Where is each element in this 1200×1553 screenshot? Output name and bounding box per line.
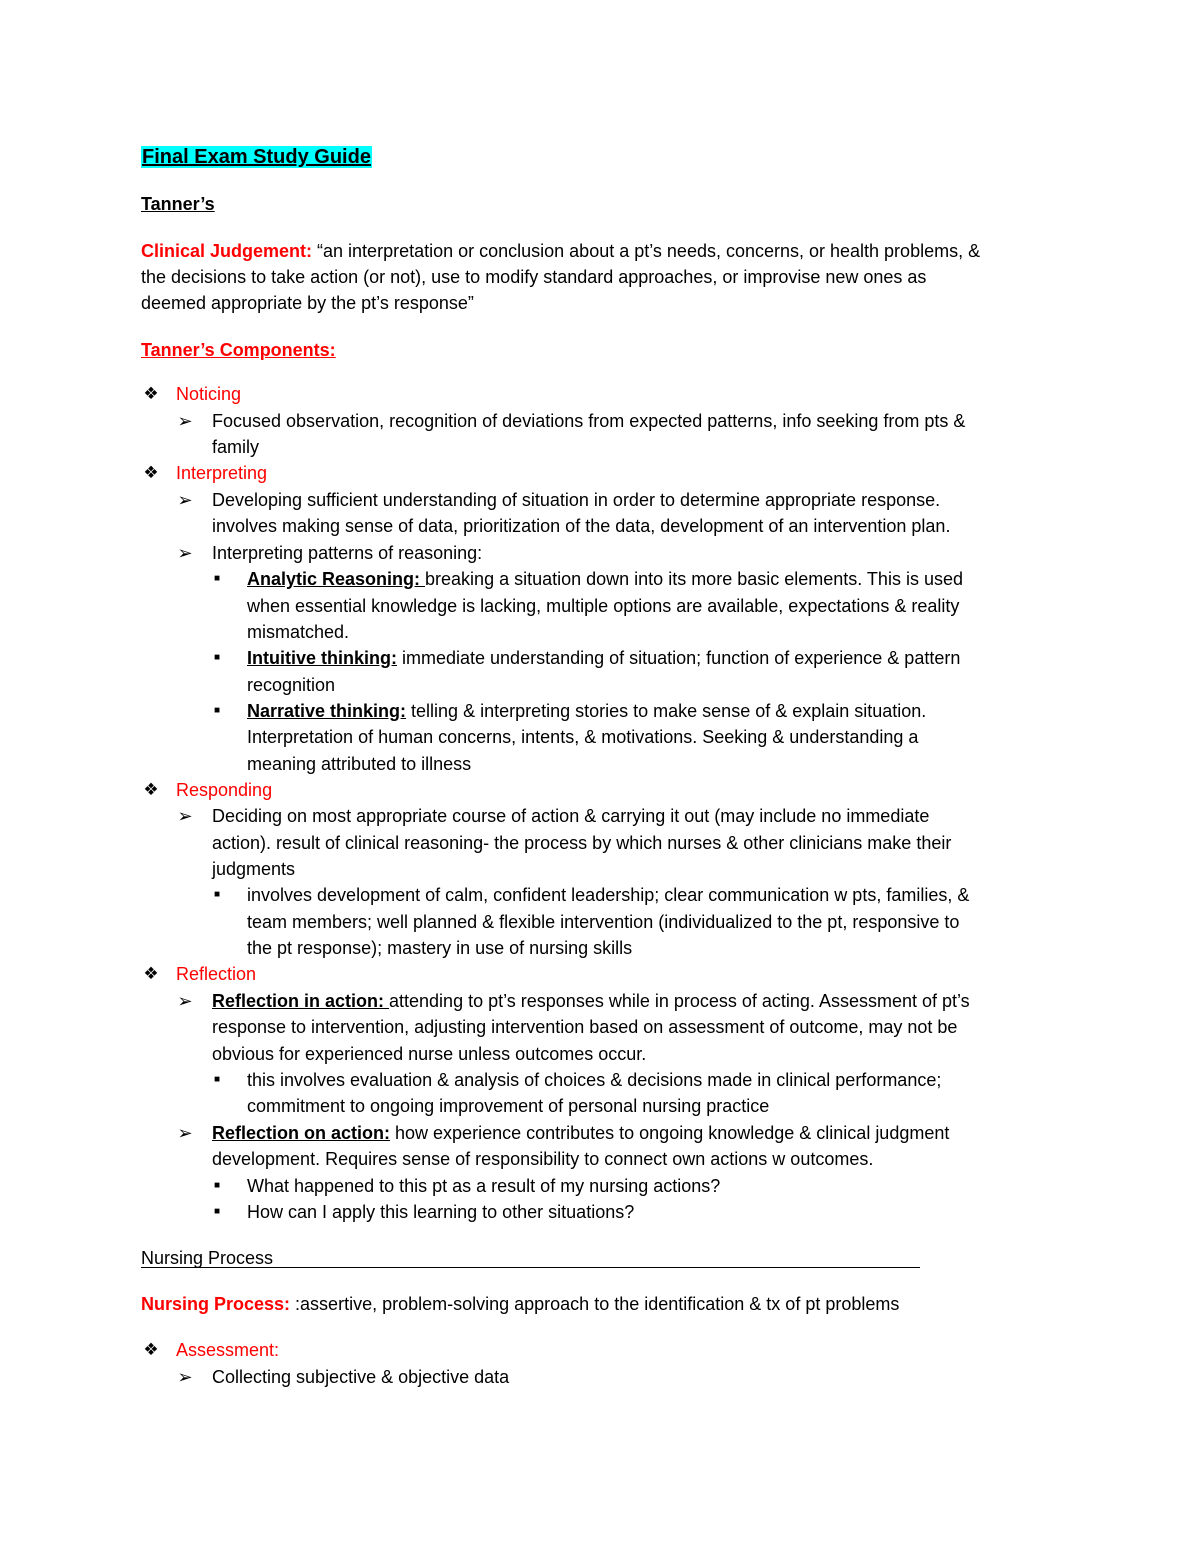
reflection-label: Reflection [176,964,257,984]
narrative-text1: telling & interpreting stories to make sense of & explain situation. [406,701,927,721]
clinical-judgement-line2: the decisions to take action (or not), use to modify standard approaches, or improvise new ones as [141,267,927,287]
arrow-bullet-icon: ➢ [177,490,193,510]
square-bullet-icon: ■ [213,1180,221,1191]
reflection-in-line3: obvious for experienced nurse unless outcomes occur. [212,1044,647,1064]
arrow-bullet-icon: ➢ [177,1367,193,1387]
section-rule [141,1267,920,1268]
reflection-on-line2: development. Requires sense of responsibility to connect own actions w outcomes. [212,1149,874,1169]
interpreting-bullet1-line2: involves making sense of data, prioritization of the data, development of an intervention plan. [212,516,951,536]
analytic-line3: mismatched. [247,622,350,642]
nursing-process-def [141,1291,899,1317]
interpreting-bullet1-line1: Developing sufficient understanding of situation in order to determine appropriate response. [212,490,941,510]
analytic-line2: when essential knowledge is lacking, multiple options are available, expectations & reality [247,596,960,616]
nursing-process-text: :assertive, problem-solving approach to the identification & tx of pt problems [290,1294,900,1314]
square-bullet-icon: ■ [213,573,221,584]
reflection-in-line2: response to intervention, adjusting intervention based on assessment of outcome, may not be [212,1017,958,1037]
components-heading: Tanner’s Components: [141,340,336,360]
reflection-in-sub1-line2: commitment to ongoing improvement of personal nursing practice [247,1096,770,1116]
responding-bullet1-line1: Deciding on most appropriate course of action & carrying it out (may include no immediate [212,806,930,826]
intuitive-line1 [247,645,960,671]
doc-title-text: Final Exam Study Guide [142,146,371,168]
intuitive-term: Intuitive thinking: [247,648,397,668]
responding-sub1-line1: involves development of calm, confident leadership; clear communication w pts, families, & [247,885,970,905]
diamond-bullet-icon: ❖ [143,384,159,403]
diamond-bullet-icon: ❖ [143,964,159,983]
reflection-in-term: Reflection in action: [212,991,390,1011]
tanners-heading: Tanner’s [141,194,215,214]
responding-label: Responding [176,780,273,800]
diamond-bullet-icon: ❖ [143,780,159,799]
nursing-process-heading: Nursing Process [141,1248,274,1268]
interpreting-bullet2: Interpreting patterns of reasoning: [212,543,483,563]
square-bullet-icon: ■ [213,652,221,663]
clinical-judgement-line1 [141,238,980,264]
reflection-on-sub1: What happened to this pt as a result of my nursing actions? [247,1176,721,1196]
square-bullet-icon: ■ [213,1206,221,1217]
reflection-on-sub2: How can I apply this learning to other situations? [247,1202,635,1222]
reflection-in-sub1-line1: this involves evaluation & analysis of choices & decisions made in clinical performance; [247,1070,942,1090]
clinical-judgement-text1: “an interpretation or conclusion about a pt’s needs, concerns, or health problems, & [312,241,981,261]
doc-title [141,144,372,170]
clinical-judgement-term: Clinical Judgement: [141,241,313,261]
noticing-label: Noticing [176,384,242,404]
reflection-on-line1 [212,1120,949,1146]
assessment-bullet1: Collecting subjective & objective data [212,1367,510,1387]
noticing-bullet1-line2: family [212,437,260,457]
interpreting-label: Interpreting [176,463,268,483]
reflection-in-line1 [212,988,970,1014]
arrow-bullet-icon: ➢ [177,411,193,431]
analytic-line1 [247,566,963,592]
narrative-line1 [247,698,926,724]
analytic-term: Analytic Reasoning: [247,569,426,589]
intuitive-line2: recognition [247,675,336,695]
responding-sub1-line2: team members; well planned & flexible intervention (individualized to the pt, responsive to [247,912,960,932]
intuitive-text1: immediate understanding of situation; function of experience & pattern [397,648,961,668]
responding-bullet1-line3: judgments [212,859,296,879]
reflection-on-text1: how experience contributes to ongoing knowledge & clinical judgment [390,1123,950,1143]
square-bullet-icon: ■ [213,705,221,716]
narrative-term: Narrative thinking: [247,701,407,721]
arrow-bullet-icon: ➢ [177,806,193,826]
analytic-text1: breaking a situation down into its more basic elements. This is used [425,569,963,589]
assessment-label: Assessment: [176,1340,280,1360]
arrow-bullet-icon: ➢ [177,1123,193,1143]
responding-bullet1-line2: action). result of clinical reasoning- the process by which nurses & other clinicians make their [212,833,952,853]
reflection-on-term: Reflection on action: [212,1123,391,1143]
noticing-bullet1-line1: Focused observation, recognition of deviations from expected patterns, info seeking from pts & [212,411,966,431]
arrow-bullet-icon: ➢ [177,991,193,1011]
clinical-judgement-line3: deemed appropriate by the pt’s response” [141,293,474,313]
nursing-process-term: Nursing Process: [141,1294,291,1314]
square-bullet-icon: ■ [213,889,221,900]
square-bullet-icon: ■ [213,1074,221,1085]
narrative-line2: Interpretation of human concerns, intents, & motivations. Seeking & understanding a [247,727,919,747]
arrow-bullet-icon: ➢ [177,543,193,563]
reflection-in-text1: attending to pt’s responses while in process of acting. Assessment of pt’s [389,991,970,1011]
diamond-bullet-icon: ❖ [143,1340,159,1359]
responding-sub1-line3: the pt response); mastery in use of nursing skills [247,938,633,958]
narrative-line3: meaning attributed to illness [247,754,472,774]
diamond-bullet-icon: ❖ [143,463,159,482]
